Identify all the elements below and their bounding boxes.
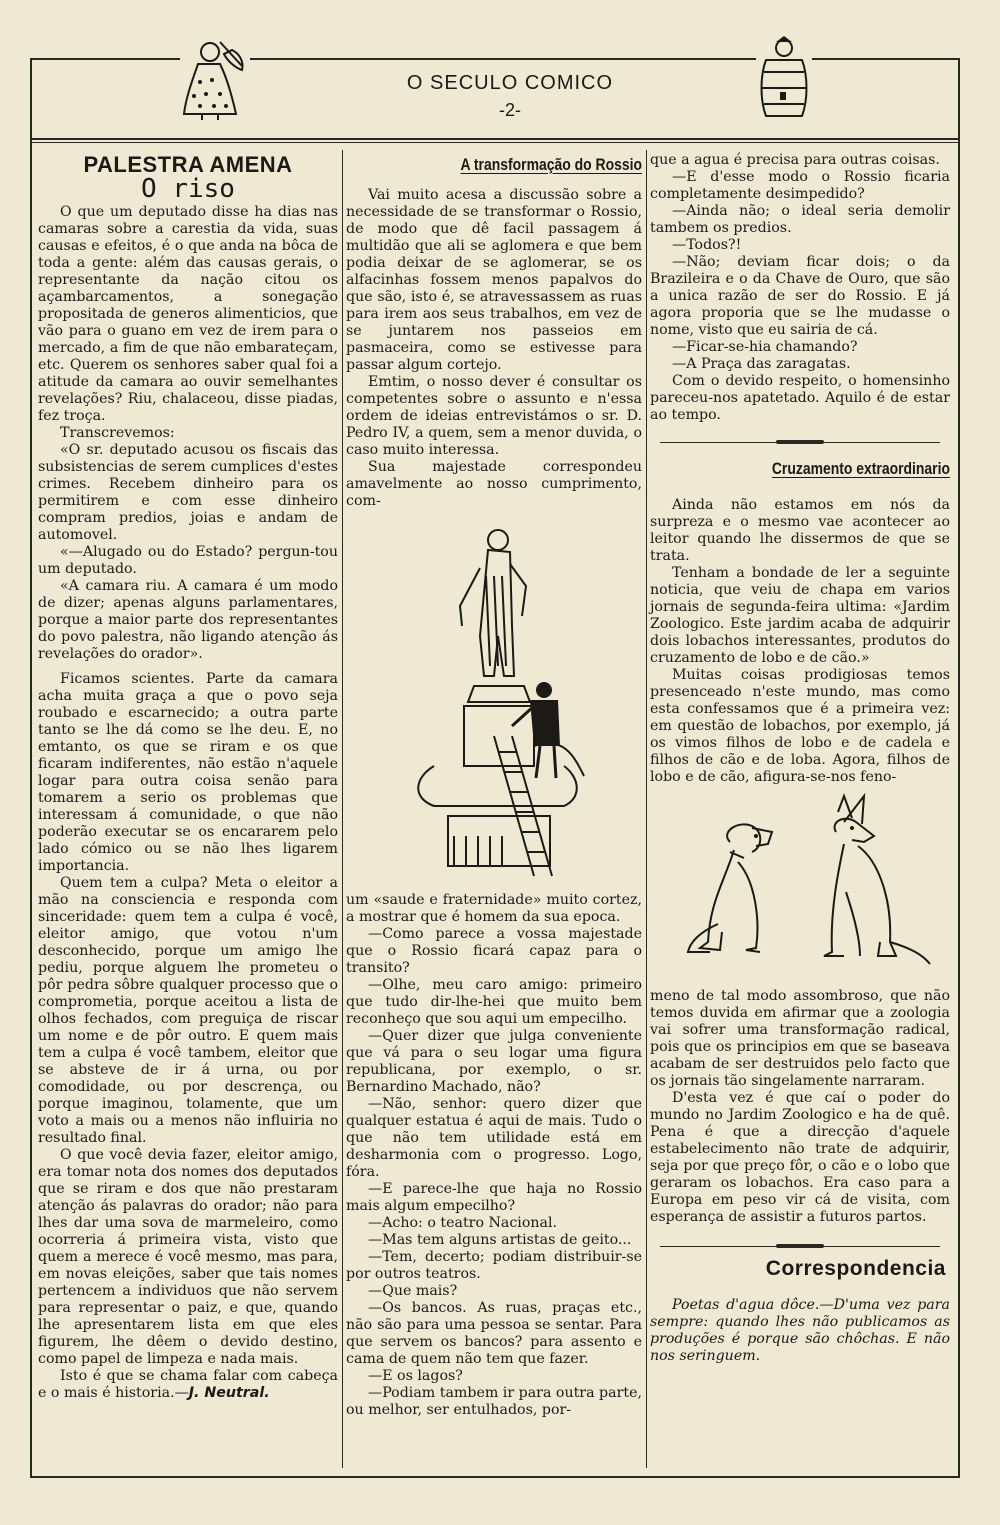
barrel-figure-icon (756, 36, 812, 122)
paragraph: —E os lagos? (368, 1368, 463, 1384)
girl-with-umbrella-icon (180, 36, 250, 122)
paragraph: —E d'esse modo o Rossio ficaria completamente desimpedido? (650, 169, 950, 202)
paragraph: —Não, senhor: quero dizer que qualquer estatua é aqui de mais. Tudo o que não tem utilidade está em desharmonia com o progresso. Logo, fóra. (346, 1096, 642, 1180)
article-heading: Cruzamento extraordinario (771, 459, 950, 478)
paragraph: meno de tal modo assombroso, que não temos duvida em afirmar que a zoologia vai sofrer uma transformação radical, pois que os principios em que se baseava acabam de ser destruidos pelo facto que os jornais tão singelamente narraram. (650, 988, 950, 1089)
paragraph: —Podiam tambem ir para outra parte, ou melhor, ser entulhados, por- (346, 1385, 642, 1418)
paragraph: Ficamos scientes. Parte da camara acha muita graça a que o povo seja roubado e escarnecido; a outra parte tanto se lhe dá como se lhe deu. E, no emtanto, os que se riram e os que ficaram indiferentes, não estão n'aquele logar para outra coisa senão para tomarem a serio os problemas que interessam á comunidade, o que não poderão executar se os encararem pelo lado cómico ou se não lhes ligarem importancia. (38, 671, 338, 874)
column-divider (646, 150, 647, 1468)
column-divider (342, 150, 343, 1468)
paragraph: Com o devido respeito, o homensinho pareceu-nos apatetado. Aquilo é de estar ao tempo. (650, 373, 950, 423)
paragraph: —Quer dizer que julga conveniente que vá para o seu logar uma figura republicana, por exemplo, o sr. Bernardino Machado, não? (346, 1028, 642, 1095)
article-subheading: O riso (141, 174, 235, 204)
paragraph: —Tem, decerto; podiam distribuir-se por outros teatros. (346, 1249, 642, 1282)
section-ornament (650, 1242, 950, 1250)
article-heading: A transformação do Rossio (460, 155, 642, 174)
column-3 (650, 152, 950, 1365)
masthead-title: O SECULO COMICO (406, 72, 614, 94)
paragraph: «A camara riu. A camara é um modo de dizer; apenas alguns parlamentares, porque a maior parte dos representantes do povo palestra, não ligando atenção ás revelações do orador». (38, 578, 338, 662)
masthead-rule (30, 138, 960, 140)
paragraph: Tenham a bondade de ler a seguinte noticia, que veiu de chapa em varios jornais de segunda-feira ultima: «Jardim Zoologico. Este jardim acaba de adquirir dois lobachos interessantes, produtos do cruzamento de lobo e de cão.» (650, 565, 950, 666)
paragraph: que a agua é precisa para outras coisas. (650, 152, 940, 168)
paragraph: —Todos?! (672, 237, 742, 253)
signature: J. Neutral. (188, 1385, 270, 1401)
paragraph-text: Poetas d'agua dôce.—D'uma vez para sempre: quando lhes não publicamos as produções é porque são chôchas. E não nos seringuem. (650, 1297, 950, 1364)
paragraph: —Os bancos. As ruas, praças etc., não são para uma pessoa se sentar. Para que servem os bancos? para assento e cama de quem não tem que fazer. (346, 1300, 642, 1367)
paragraph: Vai muito acesa a discussão sobre a necessidade de se transformar o Rossio, de modo que dê facil passagem á multidão que ali se aglomera e que bem podia deixar de se aglomerar, se os alfacinhas fossem menos papalvos do que são, isto é, se atravessassem as ruas para irem aos seus trabalhos, em vez de se juntarem nos passeios em pasmaceira, como se estivesse para passar algum cortejo. (346, 187, 642, 373)
article-heading: Correspondencia (765, 1257, 946, 1280)
masthead-rule (30, 142, 960, 143)
paragraph: —Ainda não; o ideal seria demolir tambem os predios. (650, 203, 950, 236)
paragraph: —E parece-lhe que haja no Rossio mais algum empecilho? (346, 1181, 642, 1214)
paragraph: Ainda não estamos em nós da surpreza e o mesmo vae acontecer ao leitor quando lhe dissermos de que se trata. (650, 497, 950, 564)
paragraph: Emtim, o nosso dever é consultar os competentes sobre o assunto e n'essa ordem de ideias entrevistámos o sr. D. Pedro IV, a quem, sem a menor duvida, o caso muito interessa. (346, 374, 642, 458)
paragraph (38, 1368, 338, 1402)
paragraph: O que você devia fazer, eleitor amigo, era tomar nota dos nomes dos deputados que se riram e dos que não prestaram atenção ás palavras do orador; não para lhes dar uma sova de marmeleiro, como ocorreria á primeira vista, visto que quem a merece é você mesmo, mas para, em novas eleições, saber que tais nomes pertencem a individuos que não servem para representar o paiz, e que, quando lhe apresentarem lista em que eles figurem, lhe dêem o devido destino, como papel de limpeza e nada mais. (38, 1147, 338, 1367)
article-heading: PALESTRA AMENA (83, 152, 293, 177)
paragraph: um «saude e fraternidade» muito cortez, a mostrar que é homem da sua epoca. (346, 892, 642, 925)
paragraph: Sua majestade correspondeu amavelmente ao nosso cumprimento, com- (346, 459, 642, 509)
column-2 (346, 152, 642, 1419)
paragraph: —A Praça das zaragatas. (672, 356, 851, 372)
paragraph: Muitas coisas prodigiosas temos presenceado n'este mundo, mas como esta confessamos que é a primeira vez: em questão de lobachos, por exemplo, já os vimos filhos de lobo e de cadela e filhos de cão e de loba. Agora, filhos de lobo e de cão, afigura-se-nos feno- (650, 667, 950, 785)
paragraph: —Acho: o teatro Nacional. (368, 1215, 558, 1231)
paragraph: «O sr. deputado acusou os fiscais das subsistencias de serem cumplices d'estes crimes. Recebem dinheiro para os permitirem e com esse dinheiro compram predios, joias e andam de automovel. (38, 442, 338, 543)
paragraph: —Mas tem alguns artistas de geito... (368, 1232, 632, 1248)
paragraph: —Não; deviam ficar dois; o da Brazileira e o da Chave de Ouro, que são a unica razão de ser do Rossio. E já agora proporia que se lhe mudasse o nome, visto que eu sairia de cá. (650, 254, 950, 338)
paragraph: O que um deputado disse ha dias nas camaras sobre a carestia da vida, suas causas e efeitos, é o que anda na bôca de toda a gente: além das causas gerais, o representante da nação citou os açambarcamentos, a sonegação propositada de generos alimenticios, que vão para o guano em vez de irem para o mercado, a fim de que não embarateçam, etc. Querem os senhores saber qual foi a atitude da camara ao ouvir semelhantes revelações? Riu, chalaceou, disse piadas, fez troça. (38, 204, 338, 424)
section-ornament (650, 438, 950, 446)
paragraph: Quem tem a culpa? Meta o eleitor a mão na consciencia e responda com sinceridade: quem tem a culpa é você, eleitor amigo, que votou n'um desconhecido, porque um amigo lhe pediu, porque alguem lhe prometeu o pôr pedra sôbre qualquer processo que o comprometia, porque aceitou a lista de olhos fechados, com preguiça de riscar um nome e de pôr outro. E quem mais tem a culpa é você tambem, eleitor que se absteve de ir á urna, ou por comodidade, ou por descrença, ou porque imaginou, tolamente, que um voto a mais ou a menos não influiria no resultado final. (38, 875, 338, 1146)
page-number: -2- (499, 100, 521, 120)
dogs-illustration (660, 792, 940, 982)
paragraph: —Que mais? (368, 1283, 458, 1299)
paragraph-text: Isto é que se chama falar com cabeça e o mais é historia.— (38, 1368, 338, 1401)
paragraph: Transcrevemos: (60, 425, 175, 441)
column-1 (38, 152, 338, 1402)
paragraph: D'esta vez é que caí o poder do mundo no Jardim Zoologico e ha de quê. Pena é que a direcção d'aquele estabelecimento não trate de adquirir, seja por que preço fôr, o cão e o lobo que geraram os lobachos. Era caso para a Europa em peso vir cá de visita, com esperança de assistir a futuros partos. (650, 1090, 950, 1225)
paragraph: «—Alugado ou do Estado? pergun-tou um deputado. (38, 544, 338, 577)
statue-illustration (394, 516, 594, 886)
paragraph: —Ficar-se-hia chamando? (672, 339, 858, 355)
paragraph: —Olhe, meu caro amigo: primeiro que tudo dir-lhe-hei que muito bem reconheço que sou aqui um empecilho. (346, 977, 642, 1027)
paragraph: —Como parece a vossa majestade que o Rossio ficará capaz para o transito? (346, 926, 642, 976)
paragraph (650, 1297, 950, 1365)
